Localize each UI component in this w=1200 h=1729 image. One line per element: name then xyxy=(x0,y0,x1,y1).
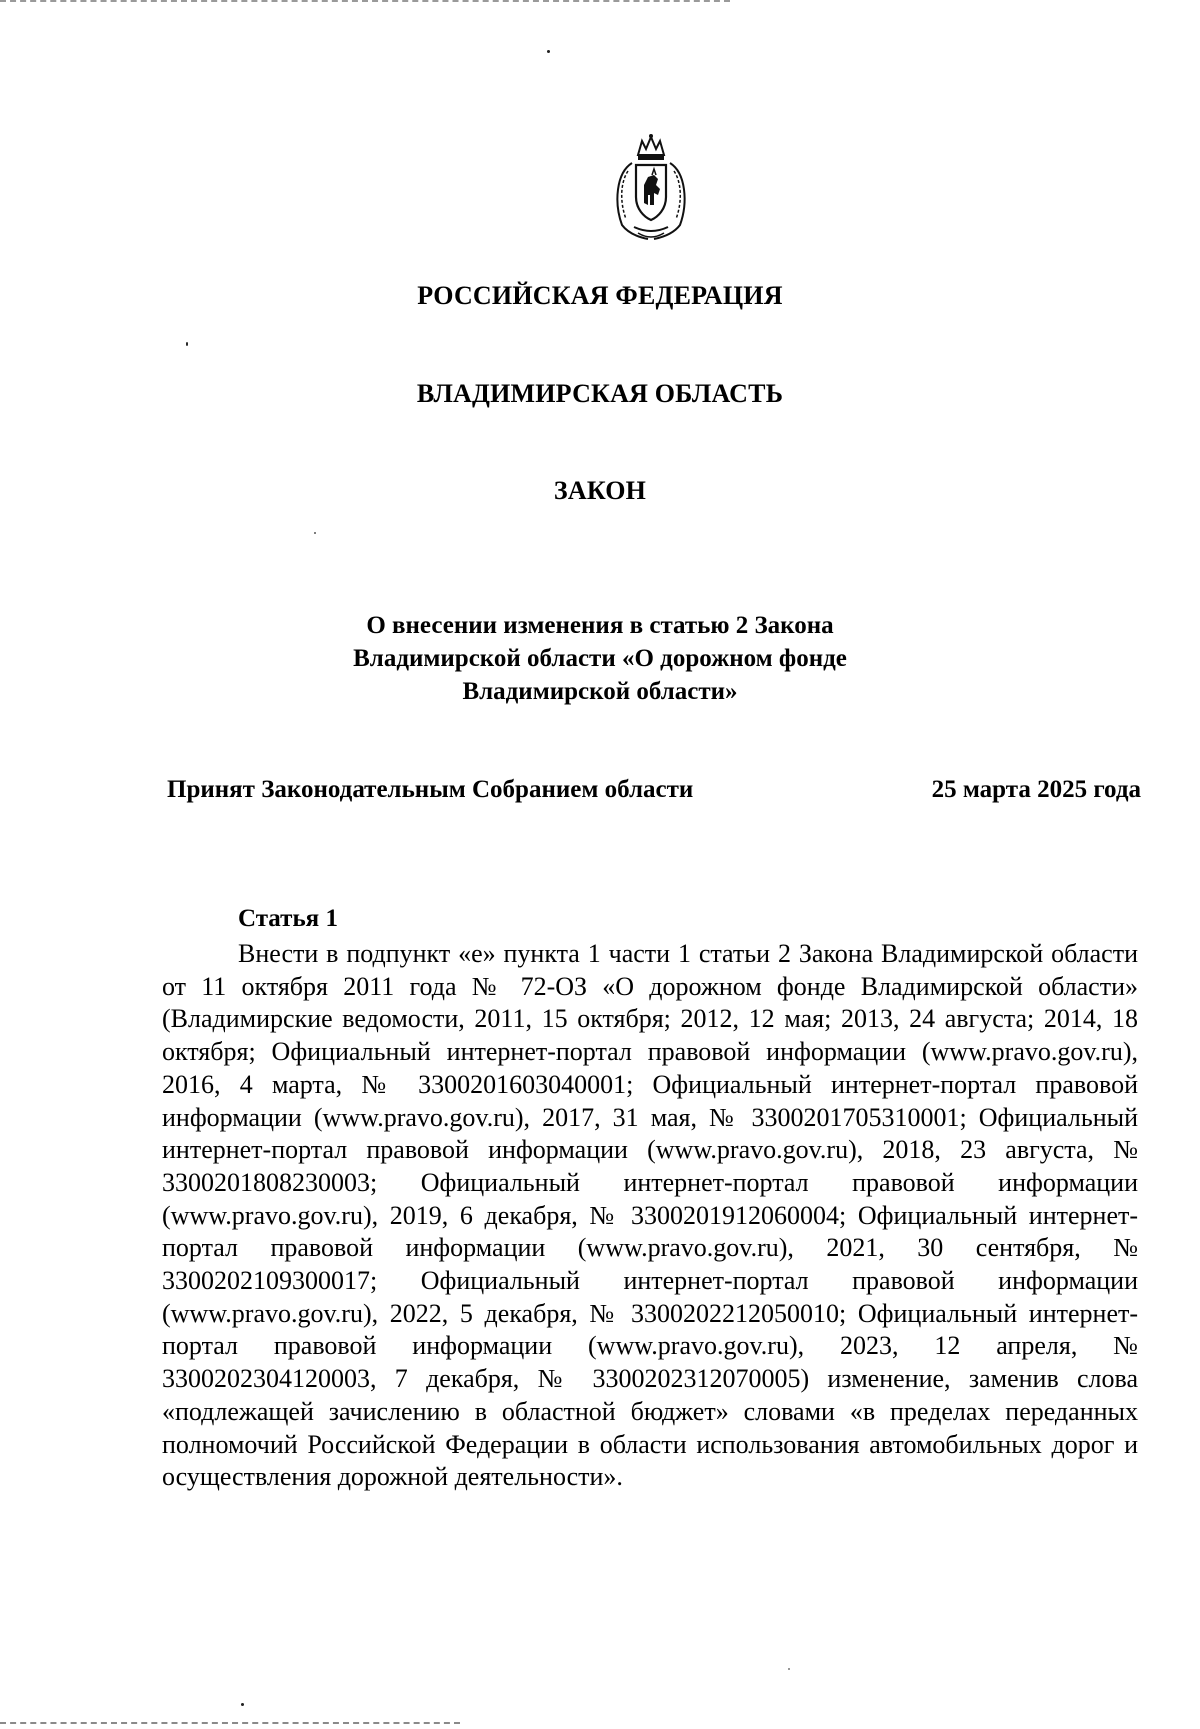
document-type-heading: ЗАКОН xyxy=(553,476,647,505)
article-heading: Статья 1 xyxy=(238,905,338,932)
scan-speck xyxy=(547,50,550,53)
law-title xyxy=(300,609,900,708)
region-heading: ВЛАДИМИРСКАЯ ОБЛАСТЬ xyxy=(416,379,784,408)
scan-speck xyxy=(186,342,188,346)
law-title-line: Владимирской области «О дорожном фонде xyxy=(353,645,847,672)
scan-speck xyxy=(788,1668,790,1670)
coat-of-arms-icon xyxy=(608,133,694,243)
adopted-by: Принят Законодательным Собранием области xyxy=(167,776,694,803)
law-title-line: О внесении изменения в статью 2 Закона xyxy=(366,612,834,639)
adoption-date: 25 марта 2025 года xyxy=(931,776,1141,803)
law-title-line: Владимирской области» xyxy=(462,678,738,705)
scan-speck xyxy=(314,532,316,534)
article-body: Внести в подпункт «е» пункта 1 части 1 статьи 2 Закона Владимирской области от 11 октября 2011 года № 72-ОЗ «О дорожном фонде Владимирской области» (Владимирские ведомости, 2011, 15 октября; 2012, 12 мая; 2013, 24 августа; 2014, 18 октября; Официальный интернет-портал правовой информации (www.pravo.gov.ru), 2016, 4 марта, № 3300201603040001; Официальный интернет-портал правовой информации (www.pravo.gov.ru), 2017, 31 мая, № 3300201705310001; Официальный интернет-портал правовой информации (www.pravo.gov.ru), 2018, 23 августа, № 3300201808230003; Официальный интернет-портал правовой информации (www.pravo.gov.ru), 2019, 6 декабря, № 3300201912060004; Официальный интернет-портал правовой информации (www.pravo.gov.ru), 2021, 30 сентября, № 3300202109300017; Официальный интернет-портал правовой информации (www.pravo.gov.ru), 2022, 5 декабря, № 3300202212050010; Официальный интернет-портал правовой информации (www.pravo.gov.ru), 2023, 12 апреля, № 3300202304120003, 7 декабря, № 3300202312070005) изменение, заменив слова «подлежащей зачислению в областной бюджет» словами «в пределах переданных полномочий Российской Федерации в области использования автомобильных дорог и осуществления дорожной деятельности». xyxy=(162,939,1138,1492)
scan-edge-top xyxy=(0,0,730,4)
country-heading: РОССИЙСКАЯ ФЕДЕРАЦИЯ xyxy=(417,281,783,310)
scan-speck xyxy=(241,1703,244,1706)
scan-edge-bottom xyxy=(0,1722,460,1726)
